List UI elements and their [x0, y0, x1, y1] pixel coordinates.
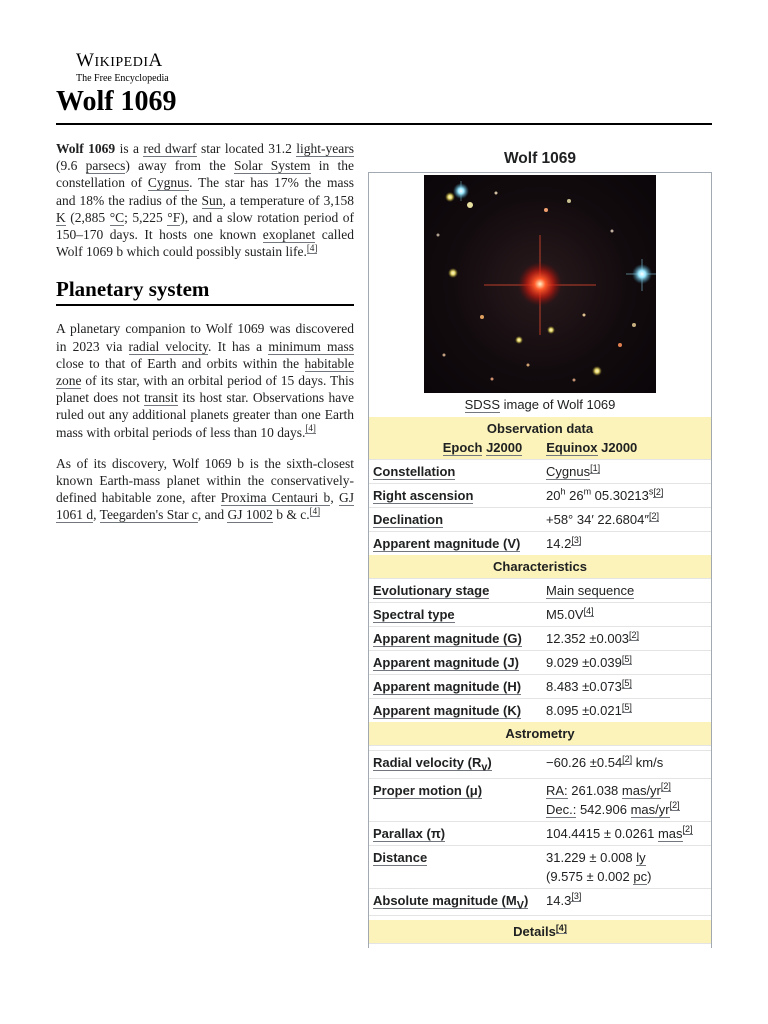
- text: ): [523, 892, 529, 908]
- yellow-star: [592, 366, 602, 376]
- text: in the constellation of: [56, 158, 354, 191]
- faint-star: [618, 343, 622, 347]
- row-label: [369, 675, 540, 698]
- text: . It has a: [208, 338, 269, 354]
- section-heading-planetary-system: Planetary system: [56, 276, 354, 306]
- faint-star: [611, 230, 614, 233]
- faint-star: [443, 354, 446, 357]
- link-red-dwarf[interactable]: red dwarf: [143, 141, 197, 156]
- row-label: [369, 603, 540, 626]
- page-title: Wolf 1069: [56, 86, 177, 117]
- faint-star: [544, 208, 548, 212]
- distance-pc: [546, 867, 707, 886]
- link-radial-velocity-infobox[interactable]: [373, 755, 492, 774]
- row-label: [369, 699, 540, 722]
- link-teegardens-star-c[interactable]: Teegarden's Star c: [99, 507, 198, 523]
- link-apparent-magnitude[interactable]: Apparent magnitude (J): [373, 655, 519, 670]
- row-apparent-magnitude-j: [369, 650, 711, 674]
- row-value: [540, 532, 711, 555]
- infobox-frame: [368, 172, 712, 948]
- characteristics-header: [369, 555, 711, 578]
- link-absolute-magnitude[interactable]: [373, 892, 529, 912]
- row-evolutionary-stage: [369, 578, 711, 602]
- link-spectral-type[interactable]: Spectral type: [373, 607, 455, 622]
- faint-star: [567, 199, 571, 203]
- unit: h: [560, 486, 566, 497]
- row-label: [369, 460, 540, 483]
- article-body: [56, 140, 354, 538]
- link-solar-system[interactable]: Solar System: [234, 158, 311, 174]
- faint-star: [491, 378, 494, 381]
- reference-link[interactable]: [2]: [648, 510, 659, 521]
- link-light-years[interactable]: light-years: [296, 141, 354, 156]
- row-label: [369, 532, 540, 555]
- text: ), and a slow rotation period of 150–170 days. It hosts one known: [56, 209, 354, 243]
- value: 542.906: [576, 801, 631, 817]
- link-parsecs[interactable]: parsecs: [85, 158, 126, 174]
- row-apparent-magnitude-v: [369, 531, 711, 555]
- blue-star: [453, 183, 469, 199]
- link-parallax[interactable]: Parallax (π): [373, 825, 446, 841]
- value: 20: [546, 488, 561, 503]
- reference-link[interactable]: [2]: [669, 800, 680, 811]
- link-minimum-mass[interactable]: minimum mass: [268, 338, 355, 354]
- reference-link[interactable]: [5]: [621, 701, 632, 712]
- link-evolutionary-stage[interactable]: Evolutionary stage: [373, 583, 490, 598]
- text: V: [516, 899, 524, 912]
- row-value: [540, 484, 711, 507]
- distance-ly: [546, 848, 707, 867]
- value: +58° 34′ 22.6804″: [546, 512, 649, 527]
- row-apparent-magnitude-g: [369, 626, 711, 650]
- row-declination: [369, 507, 711, 531]
- link-mas-per-yr[interactable]: mas/yr: [621, 782, 661, 798]
- value: 104.4415 ± 0.0261: [546, 825, 658, 841]
- text: , a temperature of 3,158: [222, 192, 354, 208]
- row-label: [369, 508, 540, 531]
- row-value: [540, 460, 711, 483]
- faint-star: [437, 234, 440, 237]
- header-label: Characteristics: [493, 559, 587, 574]
- link-cygnus[interactable]: Cygnus: [147, 175, 190, 191]
- row-spectral-type: [369, 602, 711, 626]
- reference-link[interactable]: [5]: [621, 677, 632, 688]
- row-label: [369, 889, 540, 916]
- link-mas[interactable]: mas: [657, 825, 683, 841]
- epoch: [443, 438, 523, 457]
- reference-link[interactable]: [3]: [571, 891, 582, 902]
- infobox: [368, 146, 712, 948]
- reference-link[interactable]: [2]: [629, 629, 640, 640]
- link-radial-velocity[interactable]: radial velocity: [128, 338, 209, 354]
- link-epoch-j2000[interactable]: J2000: [486, 440, 523, 455]
- link-sun[interactable]: Sun: [201, 192, 223, 208]
- value: 9.029 ±0.039: [546, 655, 622, 670]
- logo-letters: IKIPEDI: [94, 55, 149, 70]
- value: ): [647, 868, 652, 884]
- proper-motion-ra: [546, 781, 707, 800]
- unit: m: [583, 486, 592, 497]
- row-value: [540, 508, 711, 531]
- text: its host star. Observations have ruled out any additional planets greater than one Earth mass with orbital periods of less than 10 days.: [56, 390, 354, 440]
- intro-paragraph: [56, 140, 354, 260]
- planetary-paragraph-2: [56, 455, 354, 524]
- row-label: [369, 651, 540, 674]
- link-proper-motion[interactable]: Proper motion (μ): [373, 782, 483, 798]
- header-label: Observation data: [486, 421, 594, 436]
- value: 26: [565, 488, 584, 503]
- row-absolute-magnitude: [369, 888, 711, 916]
- yellow-star: [445, 192, 455, 202]
- reference-link[interactable]: [1]: [590, 462, 601, 473]
- link-distance[interactable]: Distance: [373, 849, 428, 865]
- row-label: [369, 846, 540, 888]
- text: Radial velocity (R: [373, 755, 482, 770]
- observation-data-header: [369, 417, 711, 459]
- row-label: [369, 779, 540, 821]
- link-light-year[interactable]: ly: [636, 849, 646, 865]
- link-cygnus-infobox[interactable]: Cygnus: [546, 464, 591, 479]
- value: 8.095 ±0.021: [546, 703, 622, 718]
- reference-link[interactable]: [2]: [660, 781, 671, 792]
- text: is a: [115, 141, 144, 156]
- text: ,: [330, 490, 339, 506]
- link-parsec[interactable]: pc: [633, 868, 648, 884]
- faint-star: [495, 192, 498, 195]
- link-apparent-magnitude[interactable]: Apparent magnitude (V): [373, 536, 521, 551]
- yellow-star: [515, 336, 523, 344]
- logo-tagline: The Free Encyclopedia: [76, 73, 169, 84]
- row-radial-velocity: [369, 750, 711, 778]
- faint-star: [573, 379, 576, 382]
- reference-link[interactable]: [2]: [682, 824, 693, 835]
- link-declination[interactable]: Declination: [373, 512, 444, 527]
- title-divider: [56, 123, 712, 125]
- link-astrometry[interactable]: Astrometry: [505, 726, 575, 741]
- text: of its star, with an orbital period of 15 days. This planet does not: [56, 373, 354, 406]
- reference-link[interactable]: [4]: [555, 922, 567, 933]
- yellow-star: [448, 268, 458, 278]
- row-proper-motion: [369, 778, 711, 821]
- row-label: [369, 627, 540, 650]
- image-caption: [369, 396, 711, 417]
- infobox-bottom-edge: [369, 943, 711, 948]
- link-right-ascension[interactable]: Right ascension: [373, 488, 474, 503]
- row-apparent-magnitude-h: [369, 674, 711, 698]
- text: v: [481, 761, 488, 774]
- value: 12.352 ±0.003: [546, 631, 630, 646]
- unit: s: [648, 486, 654, 497]
- text: Details: [513, 924, 556, 940]
- equinox: [546, 438, 637, 457]
- text: star located 31.2: [196, 141, 297, 156]
- value: −60.26 ±0.54: [546, 755, 623, 770]
- value: 14.3: [546, 892, 572, 908]
- text: (9.6: [56, 158, 86, 174]
- dec-abbreviation[interactable]: Dec.:: [546, 801, 577, 817]
- row-value: [540, 603, 711, 626]
- row-value: [540, 579, 711, 602]
- bold-subject: Wolf 1069: [56, 141, 116, 156]
- value: 14.2: [546, 536, 572, 551]
- value: (9.575 ± 0.002: [546, 868, 634, 884]
- row-value: [540, 675, 711, 698]
- faint-star: [467, 202, 473, 208]
- faint-star: [527, 364, 530, 367]
- text: As of its discovery, Wolf 1069 b is the sixth-closest known Earth-mass planet within the conservatively-defined habitable zone, after: [56, 455, 354, 506]
- faint-star: [632, 323, 636, 327]
- link-apparent-magnitude[interactable]: Apparent magnitude (G): [373, 631, 522, 646]
- row-constellation: [369, 459, 711, 483]
- link-habitable-zone[interactable]: habitable zone: [56, 355, 354, 389]
- value: 31.229 ± 0.008: [546, 849, 637, 865]
- row-label: [369, 751, 540, 778]
- link-equinox[interactable]: Equinox: [546, 440, 598, 455]
- planetary-paragraph-1: [56, 320, 354, 440]
- text: , and: [197, 507, 228, 523]
- text: b & c.: [272, 507, 310, 523]
- link-constellation[interactable]: Constellation: [373, 464, 456, 479]
- proper-motion-dec: [546, 800, 707, 819]
- row-distance: [369, 845, 711, 888]
- link-main-sequence[interactable]: Main sequence: [546, 583, 635, 598]
- reference-link[interactable]: [4]: [309, 505, 321, 516]
- link-gj-1061-d[interactable]: GJ 1061 d: [56, 490, 354, 523]
- row-value: [540, 627, 711, 650]
- link-kelvin[interactable]: K: [56, 209, 66, 225]
- star-field-image[interactable]: [424, 175, 656, 393]
- value: M5.0V: [546, 607, 584, 622]
- astrometry-header: [369, 722, 711, 745]
- ra-abbreviation[interactable]: RA:: [546, 782, 568, 798]
- row-label: [369, 484, 540, 507]
- reference-link[interactable]: [4]: [583, 605, 594, 616]
- link-apparent-magnitude[interactable]: Apparent magnitude (H): [373, 679, 522, 694]
- text: ) away from the: [125, 158, 235, 174]
- star-field-graphic: [424, 175, 656, 393]
- link-sdss[interactable]: SDSS: [464, 397, 500, 412]
- reference-link[interactable]: [4]: [306, 242, 318, 253]
- blue-star: [632, 264, 652, 284]
- reference-link[interactable]: [3]: [571, 534, 582, 545]
- unit: km/s: [632, 755, 664, 770]
- link-gj-1002[interactable]: GJ 1002: [227, 507, 273, 523]
- row-value: [540, 889, 711, 916]
- infobox-image-wrap: [369, 173, 711, 396]
- logo-wordmark: [76, 52, 216, 72]
- details-header: [369, 920, 711, 943]
- red-dwarf-star: [518, 262, 562, 306]
- text: ): [487, 755, 492, 770]
- caption-text: image of Wolf 1069: [500, 397, 616, 412]
- yellow-star: [547, 326, 555, 334]
- link-epoch[interactable]: Epoch: [442, 440, 483, 455]
- logo-letter: W: [76, 50, 95, 71]
- text: called Wolf 1069 b which could possibly sustain life.: [56, 227, 354, 260]
- link-exoplanet[interactable]: exoplanet: [262, 227, 316, 243]
- link-celsius[interactable]: °C: [109, 209, 125, 225]
- epoch-equinox: [369, 438, 711, 457]
- reference-link[interactable]: [2]: [622, 753, 633, 764]
- infobox-title: Wolf 1069: [503, 150, 577, 167]
- row-label: [369, 579, 540, 602]
- row-parallax: [369, 821, 711, 845]
- link-proxima-centauri-b[interactable]: Proxima Centauri b: [220, 490, 331, 506]
- reference-link[interactable]: [5]: [621, 653, 632, 664]
- row-value: [540, 822, 711, 845]
- text: . The star has 17% the mass and 18% the radius of the: [56, 175, 354, 208]
- faint-star: [480, 315, 484, 319]
- row-value: [540, 699, 711, 722]
- row-value: [540, 779, 711, 821]
- text: ; 5,225: [124, 209, 168, 225]
- text: close to that of Earth and orbits within the: [56, 355, 305, 371]
- link-apparent-magnitude[interactable]: Apparent magnitude (K): [373, 703, 522, 718]
- text: A planetary companion to Wolf 1069 was discovered in 2023 via: [56, 321, 354, 354]
- faint-star: [583, 314, 586, 317]
- reference-link[interactable]: [2]: [653, 486, 664, 497]
- row-right-ascension: [369, 483, 711, 507]
- row-value: [540, 651, 711, 674]
- link-mas-per-yr[interactable]: mas/yr: [630, 801, 670, 817]
- row-apparent-magnitude-k: [369, 698, 711, 722]
- text: ,: [93, 507, 100, 523]
- header-label: [369, 922, 711, 941]
- logo-letter: A: [148, 50, 163, 71]
- link-fahrenheit[interactable]: °F: [167, 209, 181, 225]
- wikipedia-logo[interactable]: [76, 52, 216, 85]
- value: 05.30213: [591, 488, 649, 503]
- value: 261.038: [567, 782, 622, 798]
- text: Absolute magnitude (M: [373, 892, 517, 908]
- row-value: [540, 751, 711, 778]
- value: 8.483 ±0.073: [546, 679, 622, 694]
- link-transit[interactable]: transit: [144, 390, 178, 406]
- row-value: [540, 846, 711, 888]
- reference-link[interactable]: [4]: [305, 423, 316, 434]
- text: (2,885: [65, 209, 110, 225]
- row-label: [369, 822, 540, 845]
- equinox-value: J2000: [601, 440, 638, 455]
